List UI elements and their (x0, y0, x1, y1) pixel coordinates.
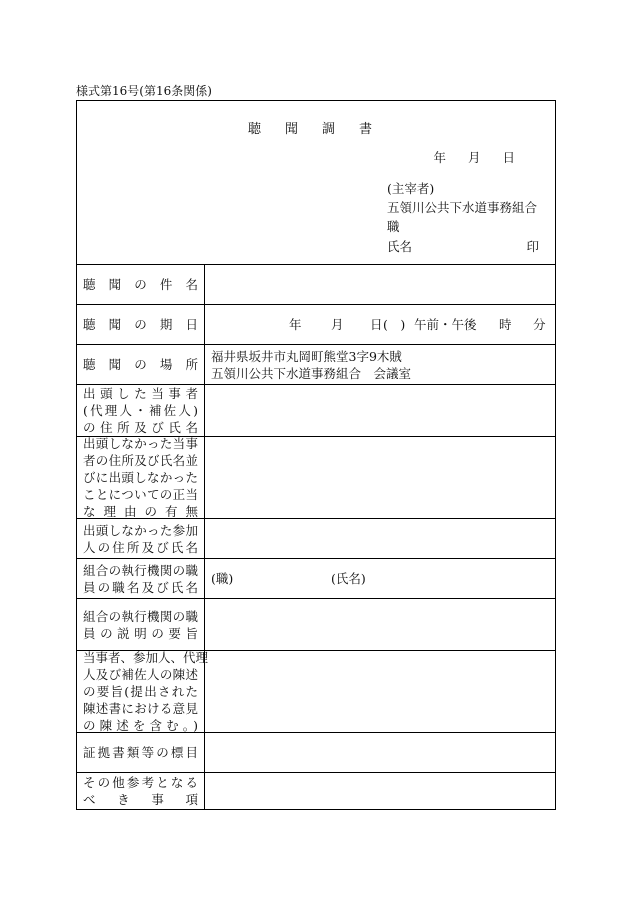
header-date: 年月日 (433, 150, 537, 165)
row-other-notes (77, 773, 555, 809)
place-room: 五領川公共下水道事務組合 会議室 (211, 365, 412, 381)
minute-label: 分 (533, 317, 546, 332)
place-address: 福井県坂井市丸岡町熊堂3字9木賊 (211, 348, 402, 364)
row-attending-parties (77, 385, 555, 437)
label-absent-parties: 出頭しなかった当事 者の住所及び氏名並 びに出頭しなかった ことについての正当 な 理 由 の 有 無 (77, 437, 205, 518)
row-hearing-place (77, 345, 555, 385)
value-hearing-date[interactable] (205, 305, 555, 344)
row-absent-participants (77, 519, 555, 559)
row-statements (77, 651, 555, 733)
label-hearing-place: 聴 聞 の 場 所 (77, 345, 205, 384)
day-label: 日 (370, 317, 383, 332)
officer-fields (211, 570, 555, 587)
row-case-name (77, 264, 555, 305)
weekday-label: ( ) (383, 317, 406, 332)
form-title: 聴聞調書 (247, 122, 396, 137)
presider-role: (主宰者) (387, 181, 435, 196)
value-officer-explanation[interactable] (205, 599, 555, 650)
value-statements[interactable] (205, 651, 555, 732)
row-evidence (77, 733, 555, 773)
hearing-record-form (76, 100, 556, 810)
label-other-notes: その他参考となる べ き 事 項 (77, 773, 205, 809)
value-officer-name[interactable] (205, 559, 555, 598)
month-label: 月 (331, 317, 344, 332)
year-label: 年 (289, 317, 302, 332)
officer-post-label: (職) (211, 571, 234, 586)
label-absent-participants: 出頭しなかった参加 人の住所及び氏名 (77, 519, 205, 558)
label-officer-explanation: 組合の執行機関の職 員の説明の要旨 (77, 599, 205, 650)
value-attending-parties[interactable] (205, 385, 555, 436)
label-evidence: 証拠書類等の標目 (77, 733, 205, 772)
value-absent-parties[interactable] (205, 437, 555, 518)
hour-label: 時 (499, 317, 512, 332)
value-absent-participants[interactable] (205, 519, 555, 558)
row-absent-parties (77, 437, 555, 519)
officer-name-label: (氏名) (331, 571, 366, 586)
ampm-label: 午前・午後 (414, 317, 477, 332)
value-evidence[interactable] (205, 733, 555, 772)
form-code: 様式第16号(第16条関係) (76, 84, 212, 98)
row-officer-name (77, 559, 555, 599)
form-header (77, 101, 555, 265)
value-case-name[interactable] (205, 264, 555, 304)
seal-mark: 印 (526, 239, 539, 254)
label-attending-parties: 出頭した当事者 (代理人・補佐人) の住所及び氏名 (77, 385, 205, 436)
value-other-notes[interactable] (205, 773, 555, 809)
label-case-name: 聴 聞 の 件 名 (77, 264, 205, 304)
presider-name: 氏名 (387, 239, 413, 254)
value-hearing-place[interactable] (205, 345, 555, 384)
presider-org: 五領川公共下水道事務組合 (387, 200, 538, 215)
label-officer-name: 組合の執行機関の職 員の職名及び氏名 (77, 559, 205, 598)
label-hearing-date: 聴 聞 の 期 日 (77, 305, 205, 344)
hearing-datetime (211, 316, 555, 333)
row-officer-explanation (77, 599, 555, 651)
row-hearing-date (77, 305, 555, 345)
presider-post: 職 (387, 219, 400, 234)
label-statements: 当事者、参加人、代理 人及び補佐人の陳述 の要旨(提出された 陳述書における意見 の陳述を含む。) (77, 651, 205, 732)
